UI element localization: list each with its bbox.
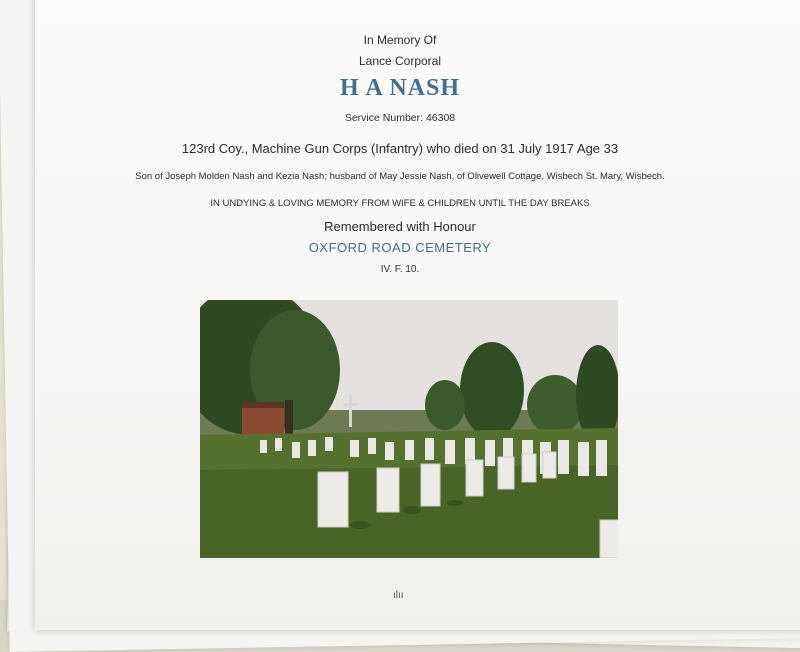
service-number: Service Number: 46308 [344,112,456,124]
family-details: Son of Joseph Molden Nash and Kezia Nash; husband of May Jessie Nash, of Olivewell Cottage, Wisbech St. Mary, Wisbech. [135,171,665,182]
heading-in-memory-of: In Memory Of [363,33,437,47]
page-footer-mark: ılıı [393,590,404,601]
soldier-name: H A NASH [339,75,461,101]
cemetery-name: OXFORD ROAD CEMETERY [308,240,492,255]
unit-and-death-details: 123rd Coy., Machine Gun Corps (Infantry) who died on 31 July 1917 Age 33 [181,141,619,156]
grave-reference: IV. F. 10. [380,264,420,275]
rank-label: Lance Corporal [358,54,442,68]
remembered-with-honour: Remembered with Honour [324,219,476,234]
epitaph: IN UNDYING & LOVING MEMORY FROM WIFE & CHILDREN UNTIL THE DAY BREAKS [210,198,590,209]
cemetery-photograph [200,300,618,558]
